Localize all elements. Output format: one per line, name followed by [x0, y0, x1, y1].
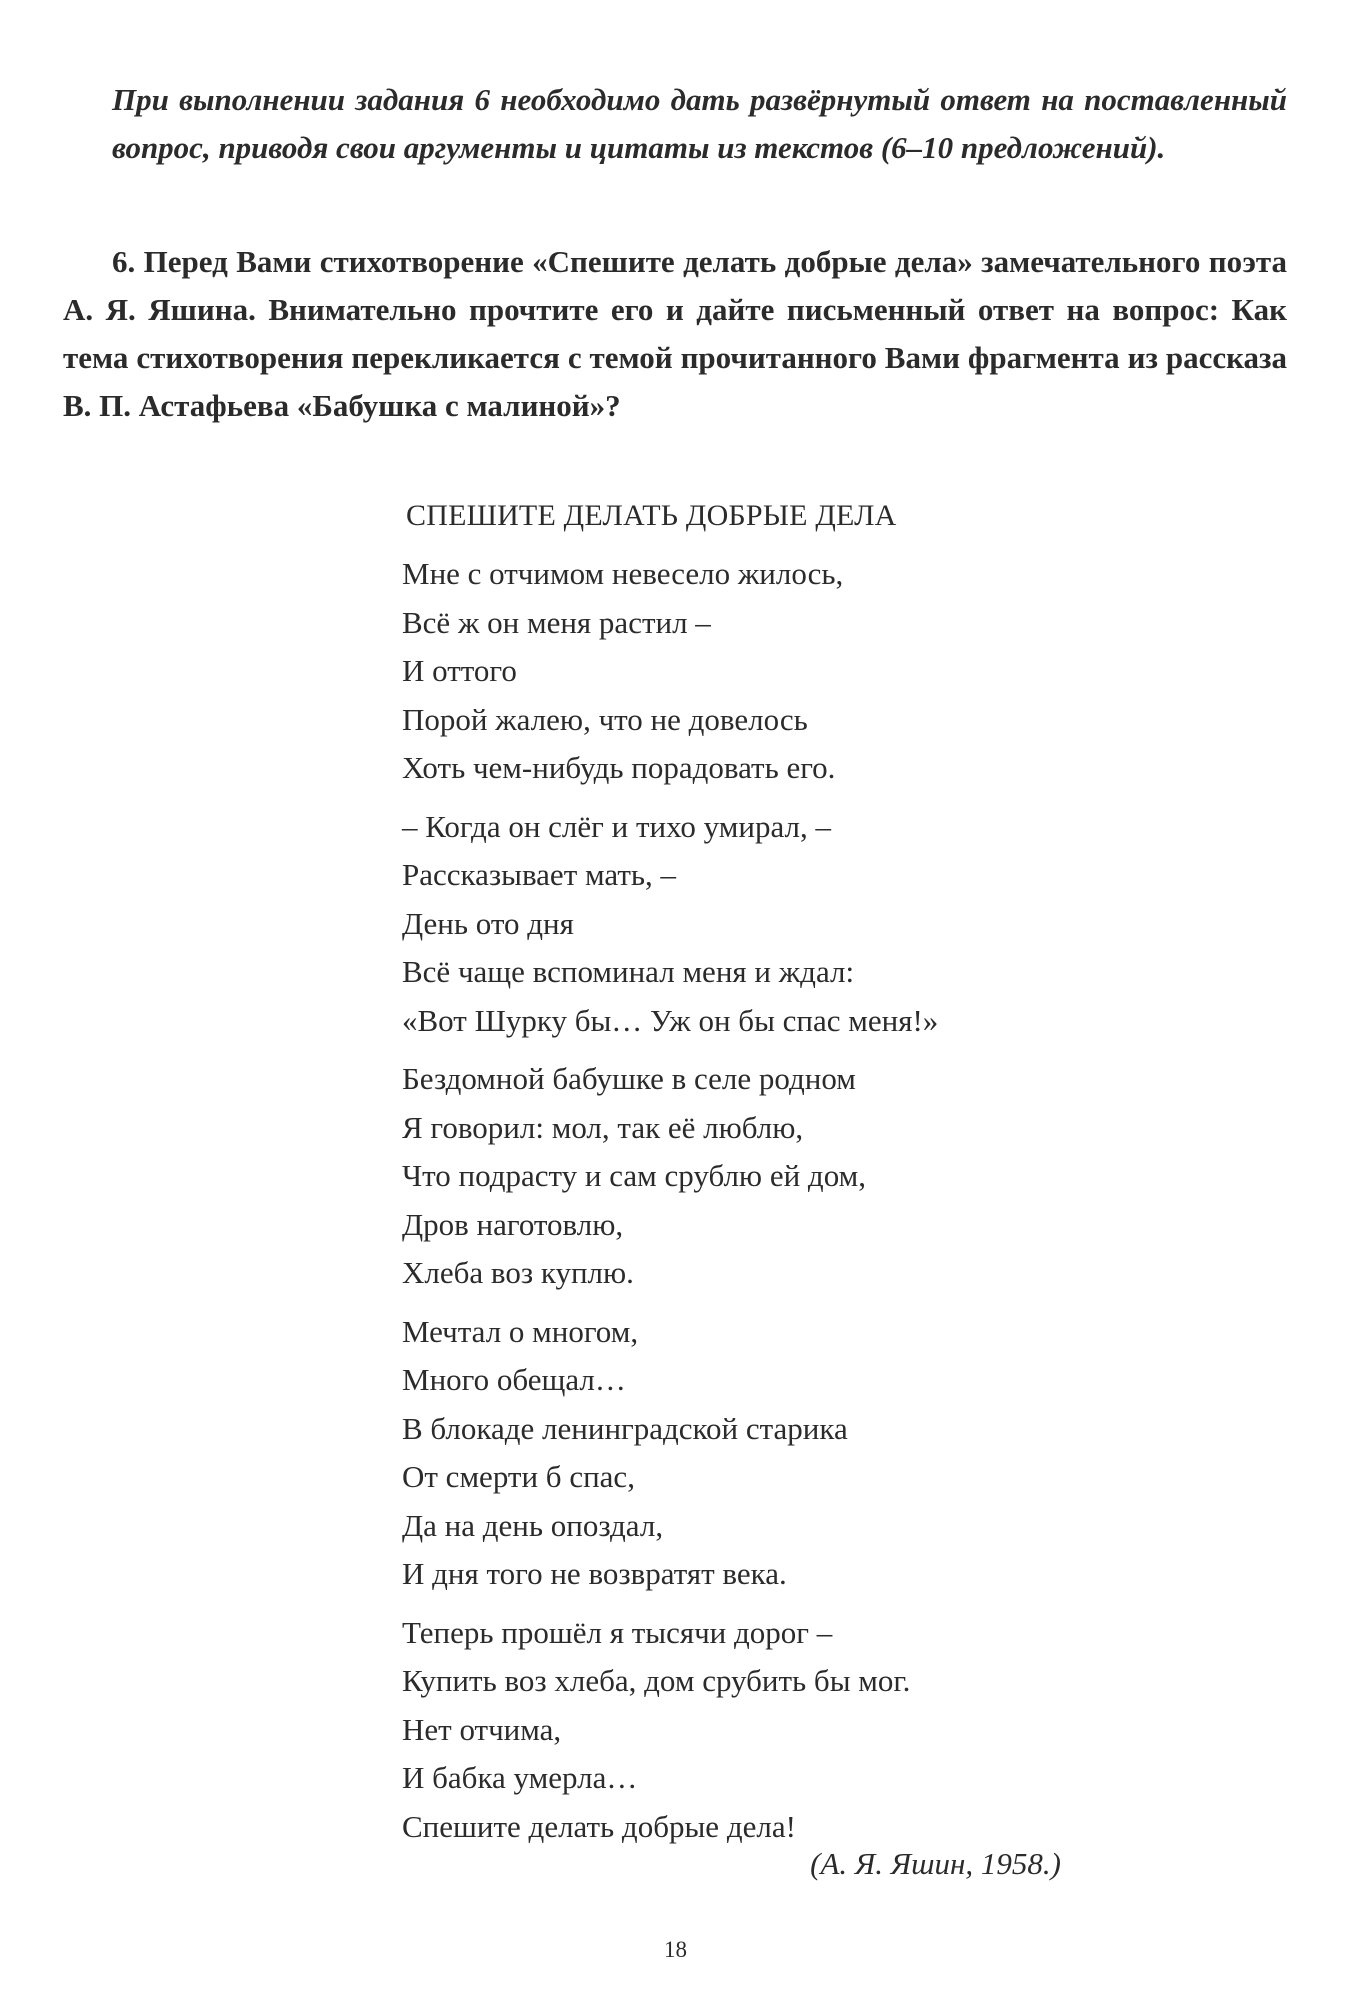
poem-line: Дров наготовлю, [402, 1206, 624, 1242]
poem-line: Всё ж он меня растил – [402, 604, 711, 640]
poem-line: Мне с отчимом невесело жилось, [402, 556, 844, 591]
poem-line: «Вот Шурку бы… Уж он бы спас меня!» [402, 1002, 939, 1038]
poem-body [402, 550, 1202, 1861]
poem-attribution: (А. Я. Яшин, 1958.) [810, 1846, 1061, 1881]
poem-line: От смерти б спас, [402, 1459, 635, 1494]
poem-line: Теперь прошёл я тысячи дорог – [402, 1614, 833, 1650]
poem-line: Мечтал о многом, [402, 1313, 639, 1349]
poem-stanza-3 [402, 1055, 1202, 1298]
poem-stanza-4 [402, 1308, 1202, 1599]
poem-line: Хлеба воз куплю. [402, 1255, 634, 1290]
poem-line: Бездомной бабушке в селе родном [402, 1061, 856, 1096]
poem-line: День ото дня [402, 905, 574, 941]
poem-line: Всё чаще вспоминал меня и ждал: [402, 954, 855, 989]
poem-line: И бабка умерла… [402, 1760, 638, 1795]
poem-line: Купить воз хлеба, дом срубить бы мог. [402, 1663, 911, 1698]
poem-line: Что подрасту и сам срублю ей дом, [402, 1158, 866, 1193]
poem-stanza-2 [402, 803, 1202, 1046]
poem-line: Много обещал… [402, 1362, 626, 1397]
poem-stanza-5 [402, 1609, 1202, 1852]
poem-line: И дня того не возвратят века. [402, 1556, 787, 1591]
page-number: 18 [664, 1937, 687, 1962]
task-question: 6. Перед Вами стихотворение «Спешите делать добрые дела» замечательного поэта А. Я. Яшина. Внимательно прочтите его и дайте письменный ответ на вопрос: Как тема стихотворения перекликается с темой прочитанного Вами фрагмента из рассказа В. П. Астафьева «Бабушка с малиной»? [63, 244, 1287, 423]
poem-line: Нет отчима, [402, 1711, 562, 1747]
poem-line: И оттого [402, 653, 517, 688]
poem-line: Хоть чем-нибудь порадовать его. [402, 750, 836, 785]
task-instruction: При выполнении задания 6 необходимо дать развёрнутый ответ на поставленный вопрос, приводя свои аргументы и цитаты из текстов (6–10 предложений). [112, 82, 1287, 165]
poem-line: Рассказывает мать, – [402, 857, 677, 892]
poem-line: Спешите делать добрые дела! [402, 1808, 796, 1844]
poem-line: В блокаде ленинградской старика [402, 1410, 848, 1446]
poem-line: Да на день опоздал, [402, 1507, 664, 1543]
poem-stanza-1 [402, 550, 1202, 793]
poem-title: СПЕШИТЕ ДЕЛАТЬ ДОБРЫЕ ДЕЛА [406, 499, 897, 532]
poem-line: – Когда он слёг и тихо умирал, – [402, 808, 831, 844]
poem-line: Порой жалею, что не довелось [402, 701, 808, 737]
poem-line: Я говорил: мол, так её люблю, [402, 1109, 804, 1145]
